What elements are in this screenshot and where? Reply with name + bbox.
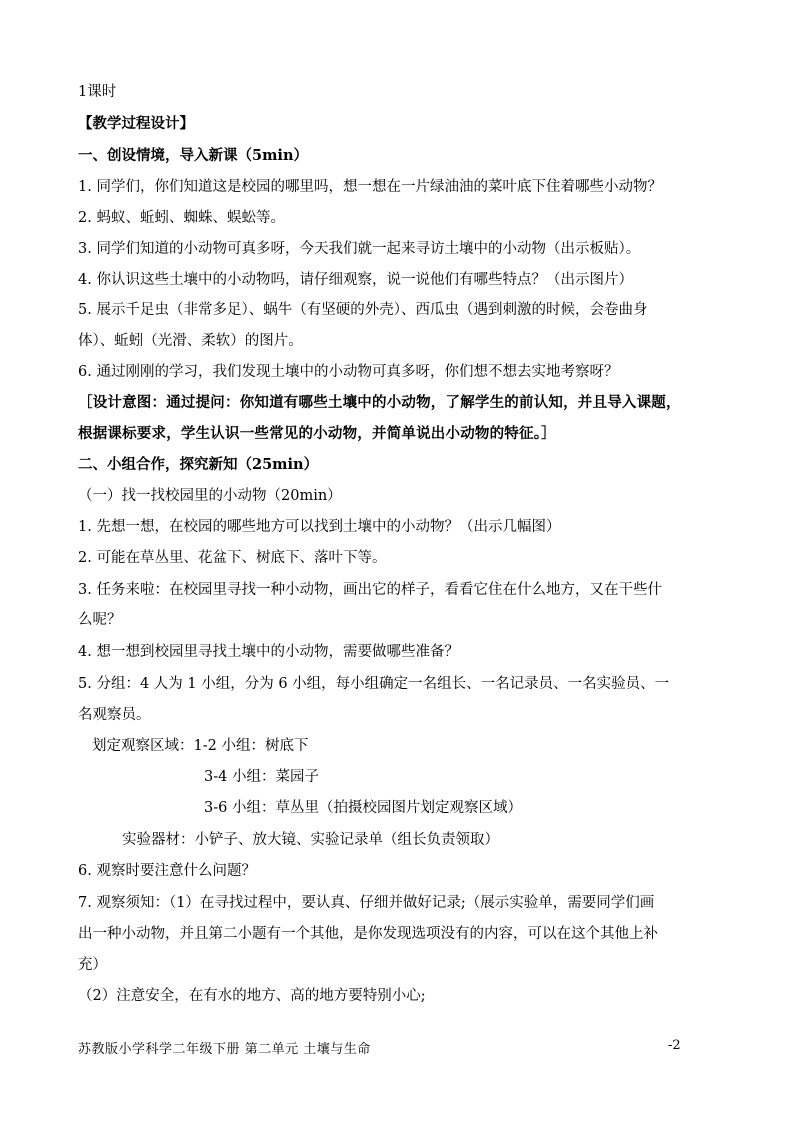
section2-more-line-5: （2）注意安全，在有水的地方、高的地方要特别小心; xyxy=(78,988,426,1004)
section1-line-7: 6. 通过刚刚的学习，我们发现土壤中的小动物可真多呀，你们想不想去实地考察呀？ xyxy=(78,364,619,380)
lesson-hours: 1课时 xyxy=(78,84,117,100)
section2-line-1: 1. 先想一想，在校园的哪些地方可以找到土壤中的小动物？（出示几幅图） xyxy=(78,519,561,535)
observation-area-2: 3-4 小组：菜园子 xyxy=(204,769,319,785)
page-number: -2 xyxy=(668,1038,681,1053)
section1-line-1: 1. 同学们，你们知道这是校园的哪里吗，想一想在一片绿油油的菜叶底下住着哪些小动物？ xyxy=(78,179,662,195)
observation-areas: 划定观察区域：1-2 小组：树底下 xyxy=(92,738,309,754)
section2-line-2: 2. 可能在草丛里、花盆下、树底下、落叶下等。 xyxy=(78,550,387,566)
equipment-line: 实验器材：小铲子、放大镜、实验记录单（组长负责领取） xyxy=(122,832,499,848)
observation-area-3: 3-6 小组：草丛里（拍摄校园图片划定观察区域） xyxy=(204,800,522,816)
design-note-line-1: ［设计意图：通过提问：你知道有哪些土壤中的小动物，了解学生的前认知，并且导入课题， xyxy=(78,394,681,411)
section1-line-2: 2. 蚂蚁、蚯蚓、蜘蛛、蜈蚣等。 xyxy=(78,210,285,226)
design-note-line-2: 根据课标要求，学生认识一些常见的小动物，并简单说出小动物的特征。］ xyxy=(78,425,556,442)
section2-line-6: 5. 分组：4 人为 1 小组，分为 6 小组，每小组确定一名组长、一名记录员、一名实验员、一 xyxy=(78,676,670,692)
section2-heading: 二、小组合作，探究新知（25min） xyxy=(78,456,319,473)
section1-line-5: 5. 展示千足虫（非常多足）、蜗牛（有坚硬的外壳）、西瓜虫（遇到刺激的时候，会卷曲身 xyxy=(78,302,648,318)
section1-line-4: 4. 你认识这些土壤中的小动物吗，请仔细观察，说一说他们有哪些特点？（出示图片） xyxy=(78,272,633,288)
section1-heading: 一、创设情境，导入新课（5min） xyxy=(78,147,308,164)
section2-line-3: 3. 任务来啦：在校园里寻找一种小动物，画出它的样子，看看它住在什么地方，又在干些什 xyxy=(78,582,662,598)
footer-text: 苏教版小学科学二年级下册 第二单元 土壤与生命 xyxy=(78,1042,371,1057)
section2-subheading: （一）找一找校园里的小动物（20min） xyxy=(78,488,342,504)
section2-line-7: 名观察员。 xyxy=(78,707,151,723)
section2-line-5: 4. 想一想到校园里寻找土壤中的小动物，需要做哪些准备？ xyxy=(78,644,459,660)
section2-line-4: 么呢？ xyxy=(78,612,122,628)
section2-more-line-2: 7. 观察须知：（1）在寻找过程中，要认真、仔细并做好记录;（展示实验单，需要同学们画 xyxy=(78,895,655,911)
section2-more-line-4: 充） xyxy=(78,957,107,973)
section2-more-line-1: 6. 观察时要注意什么问题？ xyxy=(78,863,256,879)
section1-line-3: 3. 同学们知道的小动物可真多呀，今天我们就一起来寻访土壤中的小动物（出示板贴）。 xyxy=(78,241,641,257)
design-title: 【教学过程设计】 xyxy=(78,115,194,132)
section2-more-line-3: 出一种小动物，并且第二小题有一个其他，是你发现选项没有的内容，可以在这个其他上补 xyxy=(78,926,658,942)
section1-line-6: 体）、蚯蚓（光滑、柔软）的图片。 xyxy=(78,333,303,349)
